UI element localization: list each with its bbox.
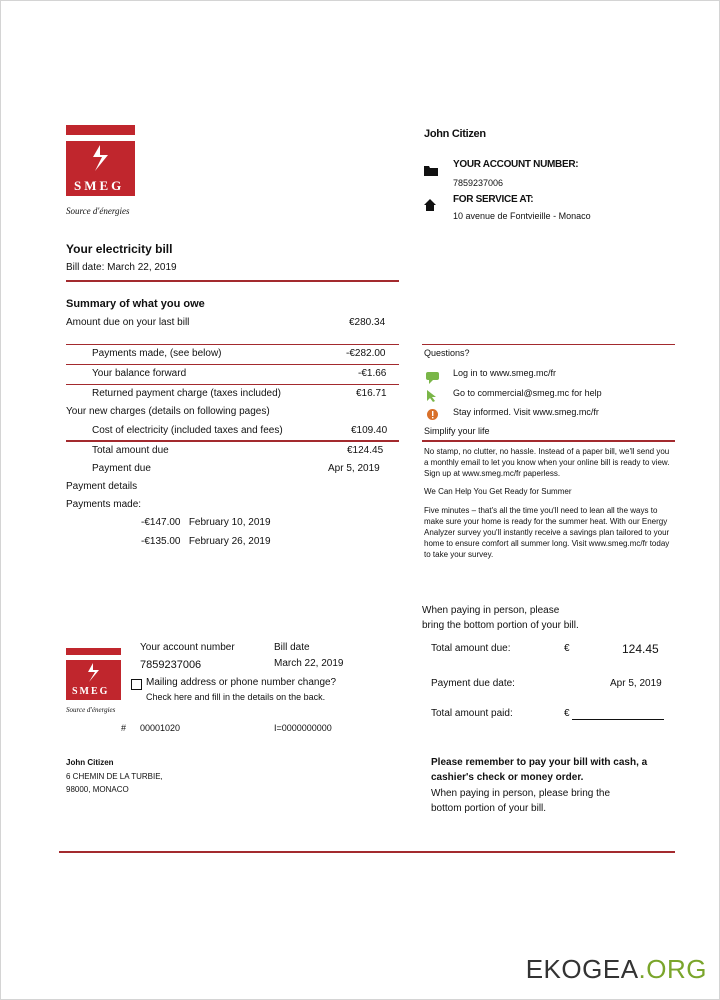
payment-details-label: Payment details [66, 481, 138, 492]
stub-currency: € [564, 643, 570, 654]
stub-bill-date: March 22, 2019 [274, 658, 344, 669]
reminder-text: bottom portion of your bill. [431, 803, 547, 814]
scan-code: 00001020 [140, 723, 181, 733]
summer-paragraph: Five minutes – that's all the time you'll need to lean all the ways to make sure your home is ready for the summer heat. With our Energy Analyzer survey you'll instantly receive a savings plan tailored to your home to ensure comfort all summer long. Visit www.smeg.mc/fr today to take your survey. [424, 506, 670, 559]
logo-top-bar [66, 125, 135, 135]
total-label: Total amount due [92, 445, 169, 456]
stub-due-date-label: Payment due date: [431, 678, 515, 689]
stub-account-label: Your account number [140, 642, 235, 653]
simplify-title: Simplify your life [424, 426, 490, 436]
amount-paid-field[interactable] [572, 719, 664, 720]
divider [66, 384, 399, 385]
folder-icon [424, 164, 438, 176]
last-bill-value: €280.34 [349, 317, 386, 328]
stub-currency: € [564, 708, 570, 719]
bill-title: Your electricity bill [66, 242, 173, 256]
reminder-text: When paying in person, please bring the [431, 788, 611, 799]
new-charges-label: Your new charges (details on following pages) [66, 406, 270, 417]
customer-name: John Citizen [424, 128, 486, 140]
payments-value: -€282.00 [346, 348, 386, 359]
total-value: €124.45 [347, 445, 384, 456]
logo-top-bar [66, 648, 121, 655]
in-person-note: When paying in person, please [422, 605, 560, 616]
service-address: 10 avenue de Fontvieille - Monaco [453, 211, 591, 221]
payment-entry: -€135.00 February 26, 2019 [141, 536, 271, 547]
divider [59, 851, 675, 853]
divider [66, 364, 399, 365]
questions-title: Questions? [424, 348, 470, 358]
watermark [526, 954, 707, 985]
stub-total-value: 124.45 [622, 642, 659, 656]
divider [66, 280, 399, 282]
account-number-value: 7859237006 [453, 178, 504, 188]
stub-total-label: Total amount due: [431, 643, 511, 654]
balance-label: Your balance forward [92, 368, 187, 379]
scan-code: I=0000000000 [274, 723, 332, 733]
divider [422, 344, 675, 345]
bill-date: Bill date: March 22, 2019 [66, 262, 177, 273]
address-change-hint: Check here and fill in the details on the back. [146, 692, 326, 702]
paperless-paragraph: No stamp, no clutter, no hassle. Instead of a paper bill, we'll send you a monthly email to let you know when your online bill is ready to view. Sign up at www.smeg.mc/fr paperless. [424, 447, 670, 478]
questions-item: Go to commercial@smeg.mc for help [453, 388, 602, 398]
mail-address-line: 6 CHEMIN DE LA TURBIE, [66, 772, 163, 781]
reminder-text: Please remember to pay your bill with cash, a [431, 757, 648, 768]
balance-value: -€1.66 [358, 368, 387, 379]
chat-icon [426, 372, 439, 384]
payments-label: Payments made, (see below) [92, 348, 222, 359]
smeg-logo [66, 660, 121, 700]
alert-icon [427, 409, 438, 420]
logo-text: SMEG [74, 178, 125, 193]
hash-symbol: # [121, 723, 127, 733]
logo-tagline: Source d'énergies [66, 706, 116, 714]
questions-item: Log in to www.smeg.mc/fr [453, 368, 557, 378]
help-title: We Can Help You Get Ready for Summer [424, 487, 572, 496]
mail-address-line: 98000, MONACO [66, 785, 129, 794]
returned-label: Returned payment charge (taxes included) [92, 388, 281, 399]
divider [422, 440, 675, 442]
account-number-label: YOUR ACCOUNT NUMBER: [453, 159, 579, 170]
summary-title: Summary of what you owe [66, 298, 205, 310]
returned-value: €16.71 [356, 388, 387, 399]
electricity-value: €109.40 [351, 425, 388, 436]
in-person-note: bring the bottom portion of your bill. [422, 620, 579, 631]
logo-text: SMEG [72, 686, 110, 697]
mail-name: John Citizen [66, 758, 114, 767]
last-bill-label: Amount due on your last bill [66, 317, 190, 328]
stub-account-number: 7859237006 [140, 659, 202, 671]
payment-entry: -€147.00 February 10, 2019 [141, 517, 271, 528]
divider [66, 344, 399, 345]
electricity-label: Cost of electricity (included taxes and fees) [92, 425, 283, 436]
payments-made-label: Payments made: [66, 499, 142, 510]
reminder-text: cashier's check or money order. [431, 772, 584, 783]
divider [66, 440, 399, 442]
logo-tagline: Source d'énergies [66, 206, 130, 216]
address-change-checkbox[interactable] [131, 679, 142, 690]
cursor-icon [427, 390, 437, 402]
smeg-logo [66, 141, 135, 196]
payment-due-label: Payment due [92, 463, 151, 474]
payment-due-value: Apr 5, 2019 [328, 463, 380, 474]
address-change-label: Mailing address or phone number change? [146, 677, 337, 688]
stub-due-date-value: Apr 5, 2019 [610, 678, 662, 689]
stub-paid-label: Total amount paid: [431, 708, 513, 719]
watermark-part: EKOGEA [525, 954, 639, 984]
questions-item: Stay informed. Visit www.smeg.mc/fr [453, 407, 599, 417]
service-label: FOR SERVICE AT: [453, 194, 534, 205]
stub-bill-date-label: Bill date [274, 642, 310, 653]
home-icon [424, 199, 436, 211]
watermark-part: .ORG [638, 954, 707, 984]
